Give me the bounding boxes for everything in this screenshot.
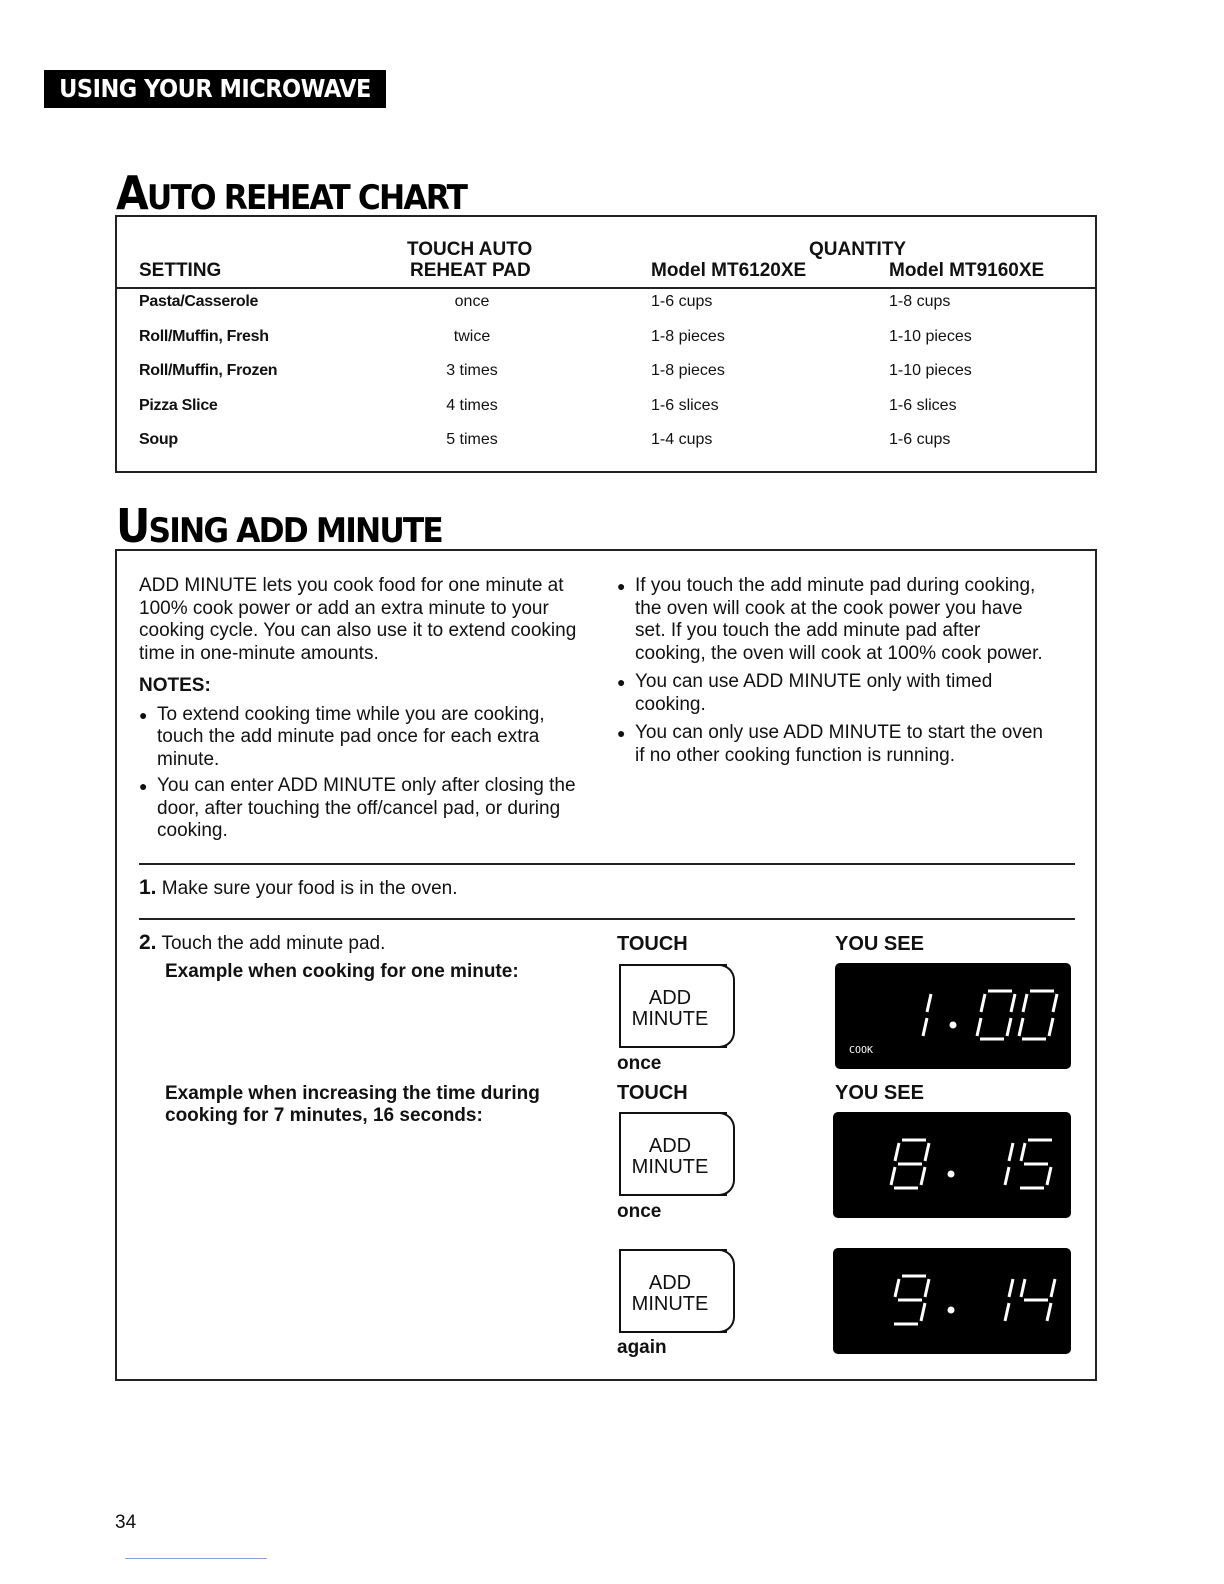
row-model2: 1-8 cups	[889, 293, 951, 310]
segment	[925, 1279, 929, 1297]
heading-rest: SING ADD MINUTE	[148, 511, 442, 551]
notes-label: NOTES:	[139, 675, 211, 696]
segment	[1011, 994, 1015, 1012]
section-banner: USING YOUR MICROWAVE OVEN	[44, 70, 386, 108]
header-divider	[117, 287, 1095, 289]
row-model1: 1-6 cups	[651, 293, 713, 310]
display-minutes	[833, 1112, 834, 1113]
colon-dot	[948, 1171, 955, 1178]
segment	[1005, 1303, 1009, 1321]
intro-text: ADD MINUTE lets you cook food for one minute at 100% cook power or add an extra minute to your cooking cycle. You can also use it to extend cooking time in one-minute amounts.	[139, 575, 577, 664]
row-setting: Pasta/Casserole	[139, 293, 259, 310]
row-touch: 4 times	[446, 396, 498, 414]
row-model1: 1-4 cups	[651, 431, 713, 448]
col-model2: Model MT9160XE	[889, 260, 1045, 281]
step-1	[139, 876, 458, 900]
step-2	[139, 931, 385, 955]
pad-text: MINUTE	[631, 1293, 709, 1315]
you-see-label: YOU SEE	[835, 933, 924, 955]
table-row	[117, 431, 1095, 466]
segment	[1051, 1279, 1055, 1297]
you-see-label: YOU SEE	[835, 1082, 924, 1104]
touch-label: TOUCH	[617, 933, 688, 955]
auto-reheat-chart	[115, 215, 1097, 473]
display-minutes	[835, 963, 836, 964]
note-bullet: ● You can enter ADD MINUTE only after closing the door, after touching the off/cancel pad, or during cooking.	[139, 775, 589, 843]
segment	[1009, 1279, 1013, 1297]
add-minute-heading	[116, 499, 442, 553]
touch-count: once	[617, 1053, 662, 1074]
segment	[923, 1018, 927, 1036]
segment	[921, 1303, 925, 1321]
seven-seg-display	[833, 1248, 1071, 1354]
example-line: Example when increasing the time during	[165, 1083, 540, 1104]
page-number: 34	[115, 1512, 137, 1533]
segment	[891, 1167, 895, 1185]
table-row	[117, 397, 1095, 432]
pad-text: MINUTE	[631, 1156, 709, 1178]
segment	[1049, 1018, 1053, 1036]
segment	[1021, 1143, 1025, 1161]
pad-text: MINUTE	[631, 1008, 709, 1030]
segment	[895, 1143, 899, 1161]
add-minute-pad	[619, 964, 727, 1048]
col-touch-line1: TOUCH AUTO	[407, 239, 533, 260]
add-minute-box	[115, 549, 1097, 1381]
segment	[1047, 1167, 1051, 1185]
segment	[977, 1018, 981, 1036]
row-model2: 1-10 pieces	[889, 362, 972, 379]
segment	[921, 1167, 925, 1185]
segment	[1007, 1018, 1011, 1036]
display-1	[835, 963, 1071, 1069]
row-model2: 1-6 cups	[889, 431, 951, 448]
row-model1: 1-8 pieces	[651, 362, 725, 379]
chart-rows	[117, 293, 1095, 466]
example-line: cooking for 7 minutes, 16 seconds:	[165, 1105, 483, 1126]
colon-dot	[948, 1307, 955, 1314]
row-touch: 3 times	[446, 362, 498, 379]
row-setting: Roll/Muffin, Frozen	[139, 362, 278, 379]
segment	[1019, 1018, 1023, 1036]
pad-text: ADD	[648, 1272, 692, 1294]
row-touch: once	[454, 293, 490, 310]
pad-text: ADD	[648, 1135, 692, 1157]
note-bullet: ● To extend cooking time while you are cooking, touch the add minute pad once for each extra minute.	[139, 704, 589, 772]
colon-dot	[950, 1022, 957, 1029]
row-setting: Pizza Slice	[139, 396, 218, 414]
row-model1: 1-8 pieces	[651, 327, 725, 345]
row-model2: 1-6 slices	[889, 396, 957, 414]
example-one-minute: Example when cooking for one minute:	[165, 961, 519, 982]
segment	[981, 994, 985, 1012]
left-column	[139, 575, 589, 843]
row-model1: 1-6 slices	[651, 396, 719, 414]
seven-seg-display	[833, 1112, 1071, 1218]
add-minute-pad	[619, 1112, 727, 1196]
row-touch: twice	[453, 327, 491, 345]
step-text: Touch the add minute pad.	[161, 933, 386, 954]
display-2	[833, 1112, 1071, 1218]
table-row	[117, 293, 1095, 328]
touch-count: again	[617, 1337, 667, 1358]
cook-indicator: COOK	[849, 1045, 874, 1056]
row-setting: Soup	[139, 431, 178, 448]
footer-line	[125, 1558, 267, 1559]
step-number: 2.	[139, 931, 157, 954]
step1-rule	[139, 863, 1075, 865]
step2-rule	[139, 918, 1075, 920]
segment	[895, 1279, 899, 1297]
add-minute-pad	[619, 1249, 727, 1333]
segment	[1053, 994, 1057, 1012]
heading-rest: UTO REHEAT CHART	[146, 178, 467, 218]
col-touch-line2: REHEAT PAD	[410, 260, 531, 281]
step-text: Make sure your food is in the oven.	[161, 878, 458, 899]
row-touch: 5 times	[446, 431, 498, 448]
step-number: 1.	[139, 876, 157, 899]
segment	[1023, 994, 1027, 1012]
note-bullet: ● If you touch the add minute pad during cooking, the oven will cook at the cook power you have set. If you touch the add minute pad after cooking, the oven will cook at 100% cook power.	[617, 575, 1047, 665]
pad-text: ADD	[648, 987, 692, 1009]
heading-initial: A	[116, 166, 147, 220]
touch-label: TOUCH	[617, 1082, 688, 1104]
col-quantity: QUANTITY	[809, 239, 907, 260]
row-model2: 1-10 pieces	[889, 327, 972, 345]
note-bullet: ● You can use ADD MINUTE only with timed cooking.	[617, 671, 1047, 716]
auto-reheat-heading	[116, 166, 466, 220]
display-minutes	[833, 1248, 834, 1249]
segment	[1005, 1167, 1009, 1185]
table-row	[117, 328, 1095, 363]
heading-initial: U	[116, 499, 149, 553]
row-setting: Roll/Muffin, Fresh	[139, 327, 269, 345]
example-increase	[165, 1083, 540, 1127]
col-setting: SETTING	[139, 260, 222, 281]
segment	[1021, 1279, 1025, 1297]
right-column	[617, 575, 1047, 767]
segment	[927, 994, 931, 1012]
display-3	[833, 1248, 1071, 1354]
note-bullet: ● You can only use ADD MINUTE to start the oven if no other cooking function is running.	[617, 722, 1047, 767]
segment	[925, 1143, 929, 1161]
segment	[1047, 1303, 1051, 1321]
col-model1: Model MT6120XE	[651, 260, 807, 281]
touch-count: once	[617, 1201, 662, 1222]
table-row	[117, 362, 1095, 397]
segment	[1009, 1143, 1013, 1161]
